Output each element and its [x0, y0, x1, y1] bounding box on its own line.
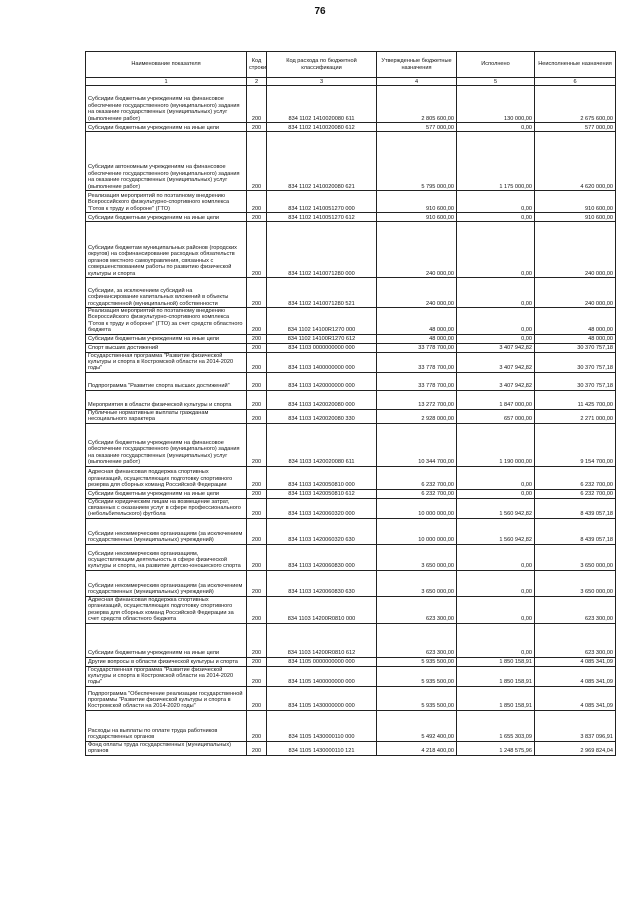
row-line-code: 200	[247, 409, 267, 423]
row-approved: 33 778 700,00	[377, 352, 457, 372]
table-row	[86, 390, 616, 409]
row-unexecuted: 577 000,00	[535, 123, 616, 132]
row-executed: 0,00	[457, 544, 535, 570]
row-name: Государственная программа "Развитие физической культуры и спорта в Костромской области на 2014-2020 годы"	[86, 352, 247, 372]
row-approved: 6 232 700,00	[377, 489, 457, 498]
row-name: Подпрограмма "Развитие спорта высших достижений"	[86, 372, 247, 390]
row-executed: 0,00	[457, 334, 535, 343]
budget-execution-table	[85, 51, 616, 756]
table-row	[86, 423, 616, 466]
row-approved: 3 650 000,00	[377, 544, 457, 570]
row-approved: 240 000,00	[377, 278, 457, 308]
table-row	[86, 191, 616, 213]
row-name: Субсидии бюджетным учреждениям на финансовое обеспечение государственного (муниципального) задания на оказание государственных (муниципальных) услуг (выполнение работ)	[86, 86, 247, 123]
header-executed: Исполнено	[457, 52, 535, 78]
row-name: Мероприятия в области физической культуры и спорта	[86, 390, 247, 409]
row-line-code: 200	[247, 666, 267, 686]
row-executed: 130 000,00	[457, 86, 535, 123]
row-executed: 657 000,00	[457, 409, 535, 423]
row-approved: 910 600,00	[377, 191, 457, 213]
column-number: 1	[86, 78, 247, 86]
table-row	[86, 372, 616, 390]
table-row	[86, 132, 616, 191]
row-executed: 1 190 000,00	[457, 423, 535, 466]
table-row	[86, 666, 616, 686]
row-line-code: 200	[247, 518, 267, 544]
row-line-code: 200	[247, 466, 267, 489]
column-number: 4	[377, 78, 457, 86]
row-line-code: 200	[247, 570, 267, 596]
table-row	[86, 466, 616, 489]
row-budget-code: 834 1103 14200R0810 612	[267, 623, 377, 657]
row-name: Субсидии бюджетным учреждениям на иные цели	[86, 334, 247, 343]
table-row	[86, 278, 616, 308]
row-name: Субсидии бюджетным учреждениям на иные цели	[86, 623, 247, 657]
row-name: Субсидии некоммерческим организациям (за исключением государственных (муниципальных) учреждений)	[86, 570, 247, 596]
row-budget-code: 834 1103 1420060830 630	[267, 570, 377, 596]
row-line-code: 200	[247, 334, 267, 343]
row-executed: 1 248 575,96	[457, 741, 535, 755]
row-approved: 623 300,00	[377, 596, 457, 623]
row-line-code: 200	[247, 657, 267, 666]
row-unexecuted: 2 271 000,00	[535, 409, 616, 423]
row-unexecuted: 4 620 000,00	[535, 132, 616, 191]
row-executed: 1 560 942,82	[457, 518, 535, 544]
column-number-row	[86, 78, 616, 86]
table-row	[86, 489, 616, 498]
row-name: Субсидии юридическим лицам на возмещение затрат, связанных с оказанием услуг в сфере профессионального (небольбительского) футбола	[86, 498, 247, 518]
row-name: Субсидии бюджетным учреждениям на иные цели	[86, 489, 247, 498]
row-unexecuted: 8 439 057,18	[535, 518, 616, 544]
row-name: Государственная программа "Развитие физической культуры и спорта в Костромской области на 2014-2020 годы"	[86, 666, 247, 686]
table-row	[86, 343, 616, 352]
column-number: 6	[535, 78, 616, 86]
row-unexecuted: 3 837 096,91	[535, 710, 616, 741]
row-name: Субсидии бюджетным учреждениям на иные цели	[86, 123, 247, 132]
table-row	[86, 657, 616, 666]
row-budget-code: 834 1102 1410071280 000	[267, 222, 377, 278]
row-approved: 3 650 000,00	[377, 570, 457, 596]
table-row	[86, 570, 616, 596]
row-executed: 0,00	[457, 191, 535, 213]
table-row	[86, 544, 616, 570]
row-line-code: 200	[247, 596, 267, 623]
row-line-code: 200	[247, 544, 267, 570]
table-row	[86, 86, 616, 123]
row-unexecuted: 11 425 700,00	[535, 390, 616, 409]
row-line-code: 200	[247, 222, 267, 278]
row-unexecuted: 3 650 000,00	[535, 544, 616, 570]
row-executed: 0,00	[457, 213, 535, 222]
row-line-code: 200	[247, 278, 267, 308]
row-budget-code: 834 1102 1410020080 612	[267, 123, 377, 132]
row-unexecuted: 3 650 000,00	[535, 570, 616, 596]
row-budget-code: 834 1103 1420050810 612	[267, 489, 377, 498]
row-executed: 1 850 158,91	[457, 686, 535, 710]
row-approved: 5 935 500,00	[377, 657, 457, 666]
row-budget-code: 834 1103 1420020080 330	[267, 409, 377, 423]
row-approved: 10 000 000,00	[377, 498, 457, 518]
table-row	[86, 596, 616, 623]
row-budget-code: 834 1102 1410051270 000	[267, 191, 377, 213]
table-row	[86, 409, 616, 423]
header-line-code: Код строки	[247, 52, 267, 78]
row-name: Субсидии, за исключением субсидий на софинансирование капитальных вложений в объекты государственной (муниципальной) собственности	[86, 278, 247, 308]
row-unexecuted: 48 000,00	[535, 334, 616, 343]
header-row	[86, 52, 616, 78]
row-line-code: 200	[247, 498, 267, 518]
row-executed: 0,00	[457, 596, 535, 623]
row-unexecuted: 4 085 341,09	[535, 686, 616, 710]
row-executed: 0,00	[457, 489, 535, 498]
row-executed: 0,00	[457, 278, 535, 308]
row-name: Адресная финансовая поддержка спортивных организаций, осуществляющих подготовку спортивного резерва для сборных команд Российской Федерации за счет средств областного бюджета	[86, 596, 247, 623]
row-executed: 0,00	[457, 222, 535, 278]
row-unexecuted: 910 600,00	[535, 191, 616, 213]
row-approved: 577 000,00	[377, 123, 457, 132]
row-budget-code: 834 1105 1430000000 000	[267, 686, 377, 710]
table-row	[86, 334, 616, 343]
row-line-code: 200	[247, 352, 267, 372]
row-approved: 33 778 700,00	[377, 343, 457, 352]
row-unexecuted: 623 300,00	[535, 596, 616, 623]
row-executed: 1 655 303,09	[457, 710, 535, 741]
row-unexecuted: 30 370 757,18	[535, 352, 616, 372]
table-row	[86, 222, 616, 278]
row-name: Фонд оплаты труда государственных (муниципальных) органов	[86, 741, 247, 755]
row-name: Субсидии бюджетам муниципальных районов (городских округов) на софинансирование расходных обязательств органов местного самоуправления, связанных с совершенствованием работы по развитию физической культуры и спорта	[86, 222, 247, 278]
header-budget-code: Код расхода по бюджетной классификации	[267, 52, 377, 78]
table-row	[86, 741, 616, 755]
row-executed: 1 850 158,91	[457, 666, 535, 686]
row-budget-code: 834 1103 1420020080 000	[267, 390, 377, 409]
row-line-code: 200	[247, 623, 267, 657]
row-unexecuted: 240 000,00	[535, 278, 616, 308]
row-unexecuted: 2 969 824,04	[535, 741, 616, 755]
row-approved: 48 000,00	[377, 308, 457, 335]
row-approved: 2 805 600,00	[377, 86, 457, 123]
row-unexecuted: 9 154 700,00	[535, 423, 616, 466]
row-unexecuted: 30 370 757,18	[535, 343, 616, 352]
row-unexecuted: 623 300,00	[535, 623, 616, 657]
row-budget-code: 834 1102 14100R1270 000	[267, 308, 377, 335]
row-line-code: 200	[247, 86, 267, 123]
row-budget-code: 834 1102 1410020080 621	[267, 132, 377, 191]
row-unexecuted: 4 085 341,09	[535, 657, 616, 666]
table-row	[86, 352, 616, 372]
table-row	[86, 518, 616, 544]
row-budget-code: 834 1105 0000000000 000	[267, 657, 377, 666]
row-approved: 10 000 000,00	[377, 518, 457, 544]
row-approved: 240 000,00	[377, 222, 457, 278]
row-budget-code: 834 1102 14100R1270 612	[267, 334, 377, 343]
row-name: Другие вопросы в области физической культуры и спорта	[86, 657, 247, 666]
row-approved: 4 218 400,00	[377, 741, 457, 755]
row-name: Спорт высших достижений	[86, 343, 247, 352]
table-row	[86, 213, 616, 222]
row-unexecuted: 910 600,00	[535, 213, 616, 222]
row-executed: 3 407 942,82	[457, 372, 535, 390]
row-line-code: 200	[247, 741, 267, 755]
row-approved: 13 272 700,00	[377, 390, 457, 409]
row-unexecuted: 6 232 700,00	[535, 466, 616, 489]
row-name: Субсидии бюджетным учреждениям на финансовое обеспечение государственного (муниципального) задания на оказание государственных (муниципальных) услуг (выполнение работ)	[86, 423, 247, 466]
row-line-code: 200	[247, 308, 267, 335]
row-name: Расходы на выплаты по оплате труда работников государственных органов	[86, 710, 247, 741]
row-unexecuted: 4 085 341,09	[535, 666, 616, 686]
row-name: Реализация мероприятий по поэтапному внедрению Всероссийского физкультурно-спортивного комплекса "Готов к труду и обороне" (ГТО)	[86, 191, 247, 213]
row-name: Реализация мероприятий по поэтапному внедрению Всероссийского физкультурно-спортивного комплекса "Готов к труду и обороне" (ГТО) за счет средств областного бюджета	[86, 308, 247, 335]
row-unexecuted: 48 000,00	[535, 308, 616, 335]
row-approved: 5 795 000,00	[377, 132, 457, 191]
row-budget-code: 834 1102 1410051270 612	[267, 213, 377, 222]
row-executed: 0,00	[457, 466, 535, 489]
row-approved: 6 232 700,00	[377, 466, 457, 489]
row-unexecuted: 8 439 057,18	[535, 498, 616, 518]
row-executed: 0,00	[457, 123, 535, 132]
row-approved: 5 935 500,00	[377, 666, 457, 686]
row-budget-code: 834 1105 1430000110 121	[267, 741, 377, 755]
row-budget-code: 834 1103 1420060320 000	[267, 498, 377, 518]
row-budget-code: 834 1105 1400000000 000	[267, 666, 377, 686]
row-budget-code: 834 1103 0000000000 000	[267, 343, 377, 352]
row-budget-code: 834 1103 1400000000 000	[267, 352, 377, 372]
row-name: Адресная финансовая поддержка спортивных организаций, осуществляющих подготовку спортивного резерва для сборных команд Российской Федерации	[86, 466, 247, 489]
row-unexecuted: 6 232 700,00	[535, 489, 616, 498]
row-executed: 1 847 000,00	[457, 390, 535, 409]
column-number: 3	[267, 78, 377, 86]
row-name: Субсидии автономным учреждениям на финансовое обеспечение государственного (муниципального) задания на оказание государственных (муниципальных) услуг (выполнение работ)	[86, 132, 247, 191]
row-budget-code: 834 1103 14200R0810 000	[267, 596, 377, 623]
table-body	[86, 86, 616, 756]
column-number: 2	[247, 78, 267, 86]
row-approved: 2 928 000,00	[377, 409, 457, 423]
page-number: 76	[314, 6, 326, 17]
row-line-code: 200	[247, 213, 267, 222]
header-unexecuted: Неисполненные назначения	[535, 52, 616, 78]
row-unexecuted: 240 000,00	[535, 222, 616, 278]
row-approved: 48 000,00	[377, 334, 457, 343]
header-approved: Утвержденные бюджетные назначения	[377, 52, 457, 78]
row-line-code: 200	[247, 123, 267, 132]
table-row	[86, 123, 616, 132]
row-executed: 1 850 158,91	[457, 657, 535, 666]
table-row	[86, 623, 616, 657]
row-line-code: 200	[247, 132, 267, 191]
row-budget-code: 834 1103 1420060320 630	[267, 518, 377, 544]
row-line-code: 200	[247, 489, 267, 498]
row-line-code: 200	[247, 390, 267, 409]
row-line-code: 200	[247, 686, 267, 710]
row-budget-code: 834 1105 1430000110 000	[267, 710, 377, 741]
row-executed: 0,00	[457, 623, 535, 657]
row-line-code: 200	[247, 423, 267, 466]
row-line-code: 200	[247, 710, 267, 741]
row-line-code: 200	[247, 343, 267, 352]
row-budget-code: 834 1103 1420000000 000	[267, 372, 377, 390]
row-approved: 623 300,00	[377, 623, 457, 657]
row-name: Субсидии некоммерческим организациям, осуществляющим деятельность в сфере физической культуры и спорта, на развитие детско-юношеского спорта	[86, 544, 247, 570]
row-budget-code: 834 1102 1410071280 521	[267, 278, 377, 308]
row-executed: 3 407 942,82	[457, 352, 535, 372]
row-executed: 0,00	[457, 570, 535, 596]
row-unexecuted: 30 370 757,18	[535, 372, 616, 390]
table-row	[86, 498, 616, 518]
row-approved: 5 492 400,00	[377, 710, 457, 741]
table-row	[86, 308, 616, 335]
row-budget-code: 834 1103 1420050810 000	[267, 466, 377, 489]
row-approved: 10 344 700,00	[377, 423, 457, 466]
table-row	[86, 710, 616, 741]
row-approved: 910 600,00	[377, 213, 457, 222]
row-executed: 3 407 942,82	[457, 343, 535, 352]
row-executed: 1 560 942,82	[457, 498, 535, 518]
row-name: Подпрограмма "Обеспечение реализации государственной программы "Развитие физической культуры и спорта в Костромской области на 2014-2020 годы"	[86, 686, 247, 710]
row-budget-code: 834 1103 1420020080 611	[267, 423, 377, 466]
row-executed: 1 175 000,00	[457, 132, 535, 191]
row-line-code: 200	[247, 372, 267, 390]
row-line-code: 200	[247, 191, 267, 213]
row-name: Субсидии бюджетным учреждениям на иные цели	[86, 213, 247, 222]
row-executed: 0,00	[457, 308, 535, 335]
row-budget-code: 834 1102 1410020080 611	[267, 86, 377, 123]
row-unexecuted: 2 675 600,00	[535, 86, 616, 123]
row-approved: 33 778 700,00	[377, 372, 457, 390]
row-budget-code: 834 1103 1420060830 000	[267, 544, 377, 570]
row-name: Публичные нормативные выплаты гражданам несоциального характера	[86, 409, 247, 423]
row-approved: 5 935 500,00	[377, 686, 457, 710]
column-number: 5	[457, 78, 535, 86]
header-name: Наименование показателя	[86, 52, 247, 78]
table-row	[86, 686, 616, 710]
row-name: Субсидии некоммерческим организациям (за исключением государственных (муниципальных) учреждений)	[86, 518, 247, 544]
